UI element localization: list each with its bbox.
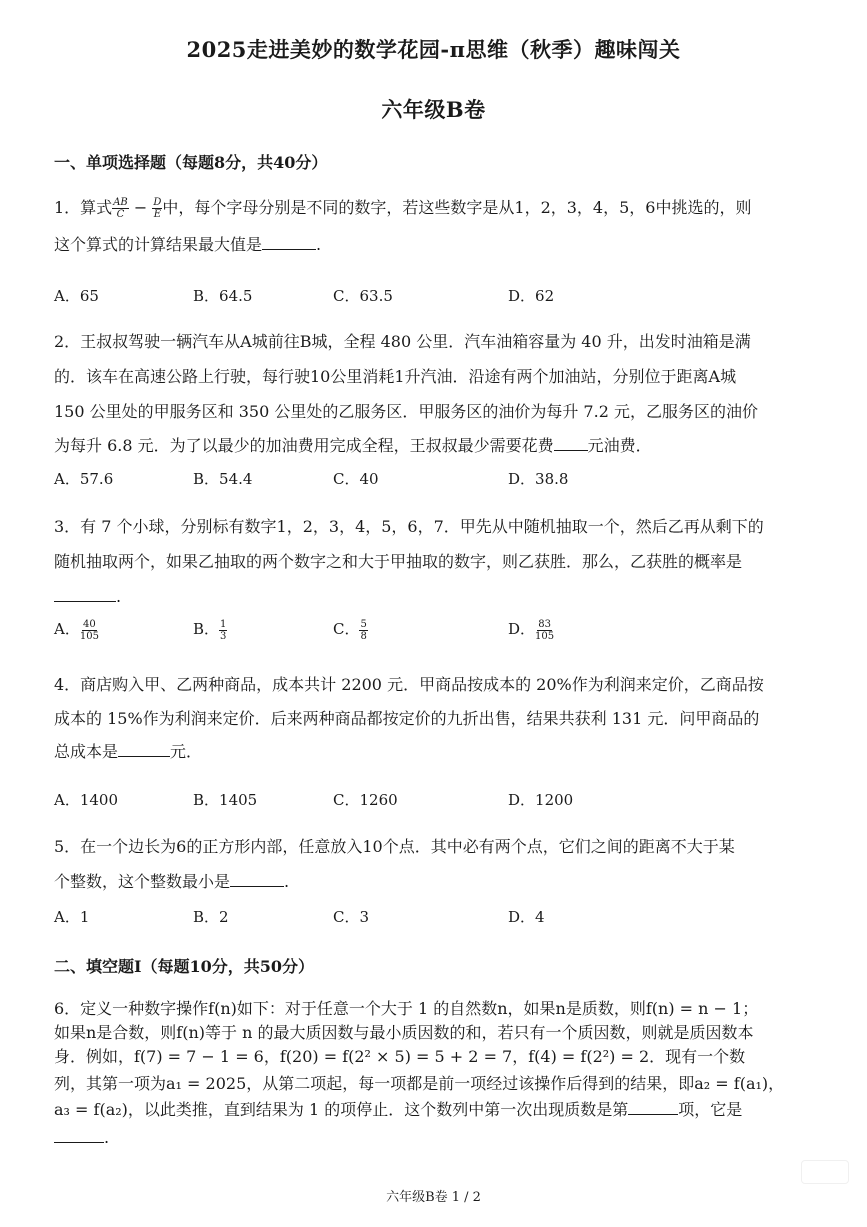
question-6-line-4: 列，其第一项为a₁ = 2025，从第二项起，每一项都是前一项经过该操作后得到的结果，即a₂ = f(a₁)， [54,1074,785,1093]
q4-option-a: A．1400 [54,791,119,809]
q3-option-d [508,618,554,642]
q1-fraction-d-e [152,197,162,220]
q6-line5-mid: 项，它是 [678,1100,743,1119]
q3-option-b-label: B． [193,620,220,638]
q5-option-d: D．4 [508,908,545,926]
q2-option-c: C．40 [333,470,379,488]
q4-line3-end: 元． [170,742,203,761]
q1-suffix: 中，每个字母分别是不同的数字，若这些数字是从1，2，3，4，5，6中挑选的，则 [162,198,752,217]
page-footer: 六年级B卷 1 / 2 [386,1190,481,1205]
q3-option-d-fraction [535,619,554,642]
fraction-numerator: 5 [360,618,367,630]
question-6-line-1: 6．定义一种数字操作f(n)如下：对于任意一个大于 1 的自然数n，如果n是质数，则f(n) = n − 1； [54,999,759,1018]
q1-fraction-ab-c [112,197,129,220]
watermark-logo [801,1160,849,1184]
question-2-line-3: 150 公里处的甲服务区和 350 公里处的乙服务区．甲服务区的油价为每升 7.2 元，乙服务区的油价 [54,402,758,421]
q5-option-a: A．1 [54,908,90,926]
q1-prefix: 1．算式 [54,198,113,217]
question-3-line-1: 3．有 7 个小球，分别标有数字1，2，3，4，5，6，7．甲先从中随机抽取一个，然后乙再从剩下的 [54,517,764,536]
q2-option-a: A．57.6 [54,470,114,488]
fraction-denominator: 105 [79,630,99,642]
answer-blank[interactable] [628,1114,678,1115]
question-6-line-2: 如果n是合数，则f(n)等于 n 的最大质因数与最小质因数的和，若只有一个质因数，则就是质因数本 [54,1023,754,1042]
q3-option-a [54,618,99,642]
question-5-line-1: 5．在一个边长为6的正方形内部，任意放入10个点．其中必有两个点，它们之间的距离不大于某 [54,837,735,856]
q4-option-c: C．1260 [333,791,398,809]
section-heading-choice: 一、单项选择题（每题8分，共40分） [54,153,328,172]
q4-option-b: B．1405 [193,791,258,809]
page-subtitle: 六年级B卷 [381,97,486,122]
q1-frac1-denominator: C [116,209,125,220]
question-1-line-2 [54,234,814,256]
q1-line2-end: . [316,235,322,254]
q2-option-b: B．54.4 [193,470,253,488]
fraction-numerator: 40 [83,618,96,630]
question-3-line-3 [54,586,814,608]
answer-blank[interactable] [262,249,316,250]
q1-option-c: C．63.5 [333,287,393,305]
q4-option-d: D．1200 [508,791,574,809]
q6-line5-text: a₃ = f(a₂)，以此类推，直到结果为 1 的项停止．这个数列中第一次出现质数是第 [54,1100,629,1119]
question-2-line-1: 2．王叔叔驾驶一辆汽车从A城前往B城，全程 480 公里．汽车油箱容量为 40 升，出发时油箱是满 [54,332,751,351]
q5-option-b: B．2 [193,908,229,926]
q1-option-b: B．64.5 [193,287,253,305]
answer-blank[interactable] [230,886,284,887]
answer-blank[interactable] [54,601,116,602]
fraction-numerator: 83 [538,618,551,630]
fraction-denominator: 105 [535,630,555,642]
q6-line6-end: . [104,1128,110,1147]
question-2-line-4 [54,435,814,457]
question-6-line-6 [54,1127,814,1149]
q3-option-c [333,618,368,642]
question-4-line-3 [54,741,814,763]
q3-line3-end: . [116,587,122,606]
q3-option-a-fraction [80,619,99,642]
q3-option-b [193,618,227,642]
question-6-line-3: 身．例如，f(7) = 7 − 1 = 6，f(20) = f(2² × 5) = 5 + 2 = 7，f(4) = f(2²) = 2．现有一个数 [54,1047,746,1066]
q2-line4-end: 元油费． [587,436,652,455]
answer-blank[interactable] [118,756,170,757]
section-heading-fill-in: 二、填空题Ⅰ（每题10分，共50分） [54,957,315,976]
q3-option-b-fraction [219,619,227,642]
q3-option-c-label: C． [333,620,360,638]
q1-frac1-numerator: AB [113,197,128,208]
q1-frac2-numerator: D [153,197,162,208]
question-1-line-1 [54,197,814,220]
page-title: 2025走进美妙的数学花园-π思维（秋季）趣味闯关 [186,37,681,62]
q2-line4-text: 为每升 6.8 元．为了以最少的加油费用完成全程，王叔叔最少需要花费 [54,436,554,455]
question-4-line-1: 4．商店购入甲、乙两种商品，成本共计 2200 元．甲商品按成本的 20%作为利润来定价，乙商品按 [54,675,764,694]
answer-blank[interactable] [554,450,588,451]
q1-minus: − [133,198,148,217]
q4-line3-text: 总成本是 [54,742,119,761]
fraction-denominator: 3 [220,630,227,642]
q5-line2-text: 个整数，这个整数最小是 [54,872,231,891]
q3-option-c-fraction [359,619,367,642]
q5-option-c: C．3 [333,908,370,926]
question-5-line-2 [54,871,814,893]
fraction-denominator: 8 [360,630,367,642]
question-4-line-2: 成本的 15%作为利润来定价．后来两种商品都按定价的九折出售，结果共获利 131 元．问甲商品的 [54,709,760,728]
q1-frac2-denominator: E [153,209,162,220]
answer-blank[interactable] [54,1142,104,1143]
question-3-line-2: 随机抽取两个，如果乙抽取的两个数字之和大于甲抽取的数字，则乙获胜．那么，乙获胜的概率是 [54,552,743,571]
q2-option-d: D．38.8 [508,470,569,488]
q3-option-a-label: A． [54,620,80,638]
question-2-line-2: 的．该车在高速公路上行驶，每行驶10公里消耗1升汽油．沿途有两个加油站，分别位于距离A城 [54,367,737,386]
question-6-line-5 [54,1099,814,1121]
fraction-numerator: 1 [220,618,227,630]
q1-option-d: D．62 [508,287,555,305]
q1-line2-text: 这个算式的计算结果最大值是 [54,235,263,254]
q1-option-a: A．65 [54,287,99,305]
q3-option-d-label: D． [508,620,536,638]
q5-line2-end: . [284,872,290,891]
